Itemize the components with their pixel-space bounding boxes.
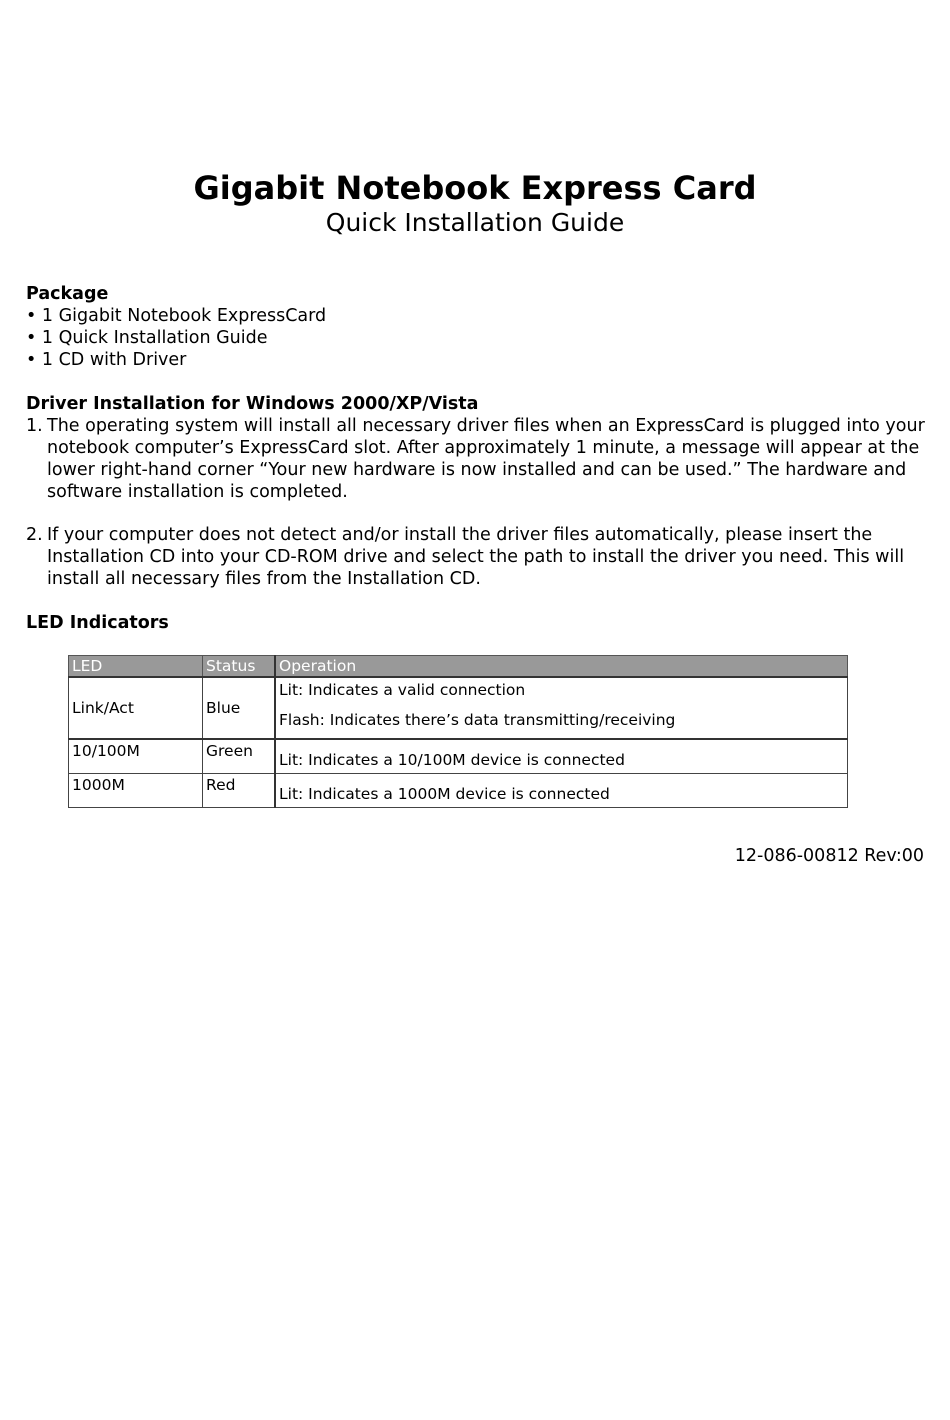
part-number: 12-086-00812 Rev:00 xyxy=(734,846,924,866)
install-step xyxy=(26,415,931,503)
package-item: • 1 CD with Driver xyxy=(26,350,187,370)
step-text: If your computer does not detect and/or install the driver files automatically, please insert the Installation CD into your CD-ROM drive and select the path to install the driver you need. This will install all necessary files from the Installation CD. xyxy=(47,525,905,589)
column-header-led: LED xyxy=(69,656,203,678)
led-table xyxy=(68,655,848,808)
step-number: 2. xyxy=(26,525,43,545)
led-indicators-section xyxy=(26,612,931,634)
table-row xyxy=(69,774,848,808)
led-status: Red xyxy=(203,774,276,808)
led-status: Green xyxy=(203,739,276,774)
led-operation: Lit: Indicates a 10/100M device is connected xyxy=(275,739,848,774)
operation-line: Flash: Indicates there’s data transmitting/receiving xyxy=(279,711,676,729)
driver-installation-step-2 xyxy=(26,524,931,590)
package-heading: Package xyxy=(26,284,109,304)
document-subtitle: Quick Installation Guide xyxy=(325,208,625,237)
led-table-header xyxy=(69,656,848,678)
led-operation xyxy=(275,677,848,739)
step-number: 1. xyxy=(26,416,43,436)
table-row xyxy=(69,677,848,739)
package-item: • 1 Gigabit Notebook ExpressCard xyxy=(26,306,327,326)
driver-installation-section xyxy=(26,393,931,503)
install-step xyxy=(26,524,931,590)
led-indicators-heading: LED Indicators xyxy=(26,613,169,633)
led-name: 1000M xyxy=(69,774,203,808)
led-name: Link/Act xyxy=(69,677,203,739)
package-section xyxy=(26,283,931,371)
column-header-operation: Operation xyxy=(275,656,848,678)
operation-line: Lit: Indicates a valid connection xyxy=(279,681,526,699)
table-row xyxy=(69,739,848,774)
led-status: Blue xyxy=(203,677,276,739)
document-title: Gigabit Notebook Express Card xyxy=(193,169,757,207)
driver-installation-heading: Driver Installation for Windows 2000/XP/Vista xyxy=(26,394,479,414)
column-header-status: Status xyxy=(203,656,276,678)
led-name: 10/100M xyxy=(69,739,203,774)
package-item: • 1 Quick Installation Guide xyxy=(26,328,268,348)
step-text: The operating system will install all necessary driver files when an ExpressCard is plugged into your notebook computer’s ExpressCard slot. After approximately 1 minute, a message will appear at the lower right-hand corner “Your new hardware is now installed and can be used.” The hardware and software installation is completed. xyxy=(47,416,925,502)
led-operation: Lit: Indicates a 1000M device is connected xyxy=(275,774,848,808)
